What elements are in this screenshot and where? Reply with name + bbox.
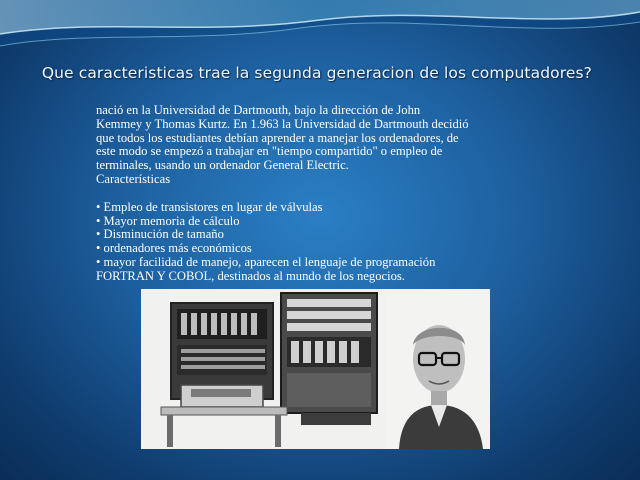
bullet-item: • Empleo de transistores en lugar de válvulas [96, 199, 323, 214]
slide-title: Que caracteristicas trae la segunda generacion de los computadores? [41, 64, 592, 82]
photo-computer-and-inventor [141, 289, 490, 449]
intro-line: terminales, usando un ordenador General Electric. [96, 158, 349, 173]
bullet-item: • Mayor memoria de cálculo [96, 213, 240, 228]
intro-line: este modo se empezó a trabajar en "tiempo compartido" o empleo de [96, 144, 443, 159]
bullet-item-continuation: FORTRAN Y COBOL, destinados al mundo de los negocios. [96, 268, 405, 283]
intro-line: nació en la Universidad de Dartmouth, bajo la dirección de John [96, 103, 421, 117]
intro-line: Kemmey y Thomas Kurtz. En 1.963 la Universidad de Dartmouth decidió [96, 116, 469, 131]
slide-body [96, 104, 552, 284]
bullet-item: • Disminución de tamaño [96, 227, 224, 242]
characteristics-heading: Características [96, 171, 171, 186]
decorative-wave [0, 0, 640, 70]
portrait-image [385, 289, 490, 449]
bullet-item: • mayor facilidad de manejo, aparecen el lenguaje de programación [96, 254, 436, 269]
bullet-item: • ordenadores más económicos [96, 241, 252, 256]
intro-line: que todos los estudiantes debían aprender a manejar los ordenadores, de [96, 130, 459, 145]
spacer [96, 187, 552, 201]
